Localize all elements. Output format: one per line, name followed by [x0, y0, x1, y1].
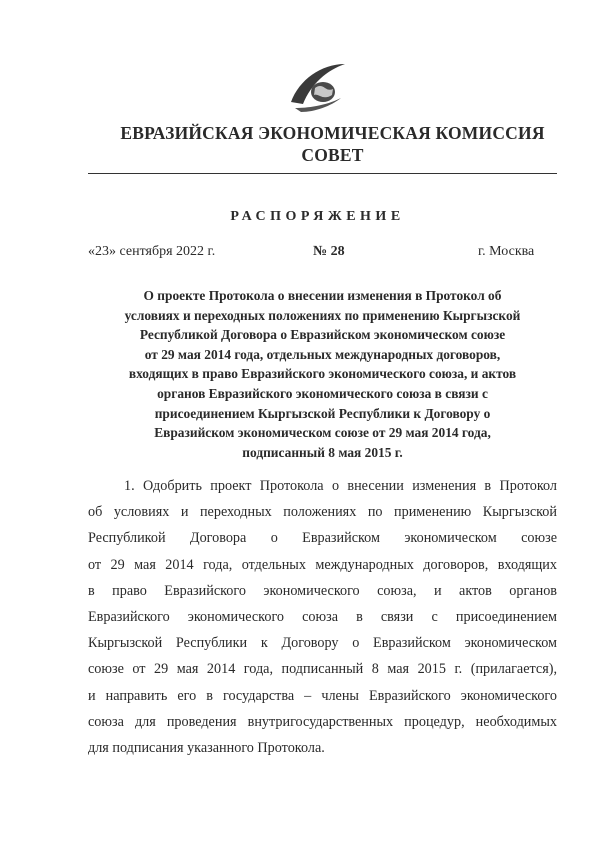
title-line: условиях и переходных положениях по применению Кыргызской [124, 307, 521, 323]
title-line: присоединением Кыргызской Республики к Договору о [154, 405, 491, 421]
title-line: органов Евразийского экономического союза в связи с [157, 385, 488, 401]
title-line: Республикой Договора о Евразийском экономическом союзе [139, 327, 506, 343]
title-line: подписанный 8 мая 2015 г. [242, 444, 403, 460]
body-line: союза для проведения внутригосударственных процедур, необходимых [88, 713, 557, 730]
header-divider [88, 173, 557, 174]
document-city: г. Москва [478, 244, 535, 259]
body-line: 1. Одобрить проект Протокола о внесении изменения в Протокол [124, 478, 557, 494]
body-line: об условиях и переходных положениях по применению Кыргызской [88, 504, 557, 521]
body-line: в право Евразийского экономического союза, и актов органов [88, 582, 557, 599]
title-line: входящих в право Евразийского экономического союза, и актов [128, 366, 517, 382]
body-line: Республикой Договора о Евразийском экономическом союзе [88, 530, 557, 547]
body-line: союзе от 29 мая 2014 года, подписанный 8 мая 2015 г. (прилагается), [88, 661, 557, 678]
body-line: Евразийского экономического союза в связи с присоединением [88, 609, 557, 626]
document-date: «23» сентября 2022 г. [88, 244, 216, 259]
body-line: для подписания указанного Протокола. [88, 740, 325, 757]
title-line: О проекте Протокола о внесении изменения в Протокол об [143, 288, 502, 303]
title-line: от 29 мая 2014 года, отдельных международных договоров, [144, 346, 501, 362]
document-body [88, 473, 557, 761]
document-type: РАСПОРЯЖЕНИЕ [230, 209, 405, 224]
body-line: и направить его в государства – члены Евразийского экономического [88, 687, 557, 704]
eec-emblem-icon [281, 58, 351, 114]
org-name: ЕВРАЗИЙСКАЯ ЭКОНОМИЧЕСКАЯ КОМИССИЯ [120, 123, 545, 143]
org-subname: СОВЕТ [301, 145, 364, 165]
document-title [88, 286, 557, 462]
body-line: Кыргызской Республики к Договору о Евразийском экономическом [88, 635, 557, 652]
document-number: № 28 [313, 244, 345, 259]
body-line: от 29 мая 2014 года, отдельных международных договоров, входящих [88, 556, 557, 573]
title-line: Евразийском экономическом союзе от 29 мая 2014 года, [154, 425, 491, 441]
